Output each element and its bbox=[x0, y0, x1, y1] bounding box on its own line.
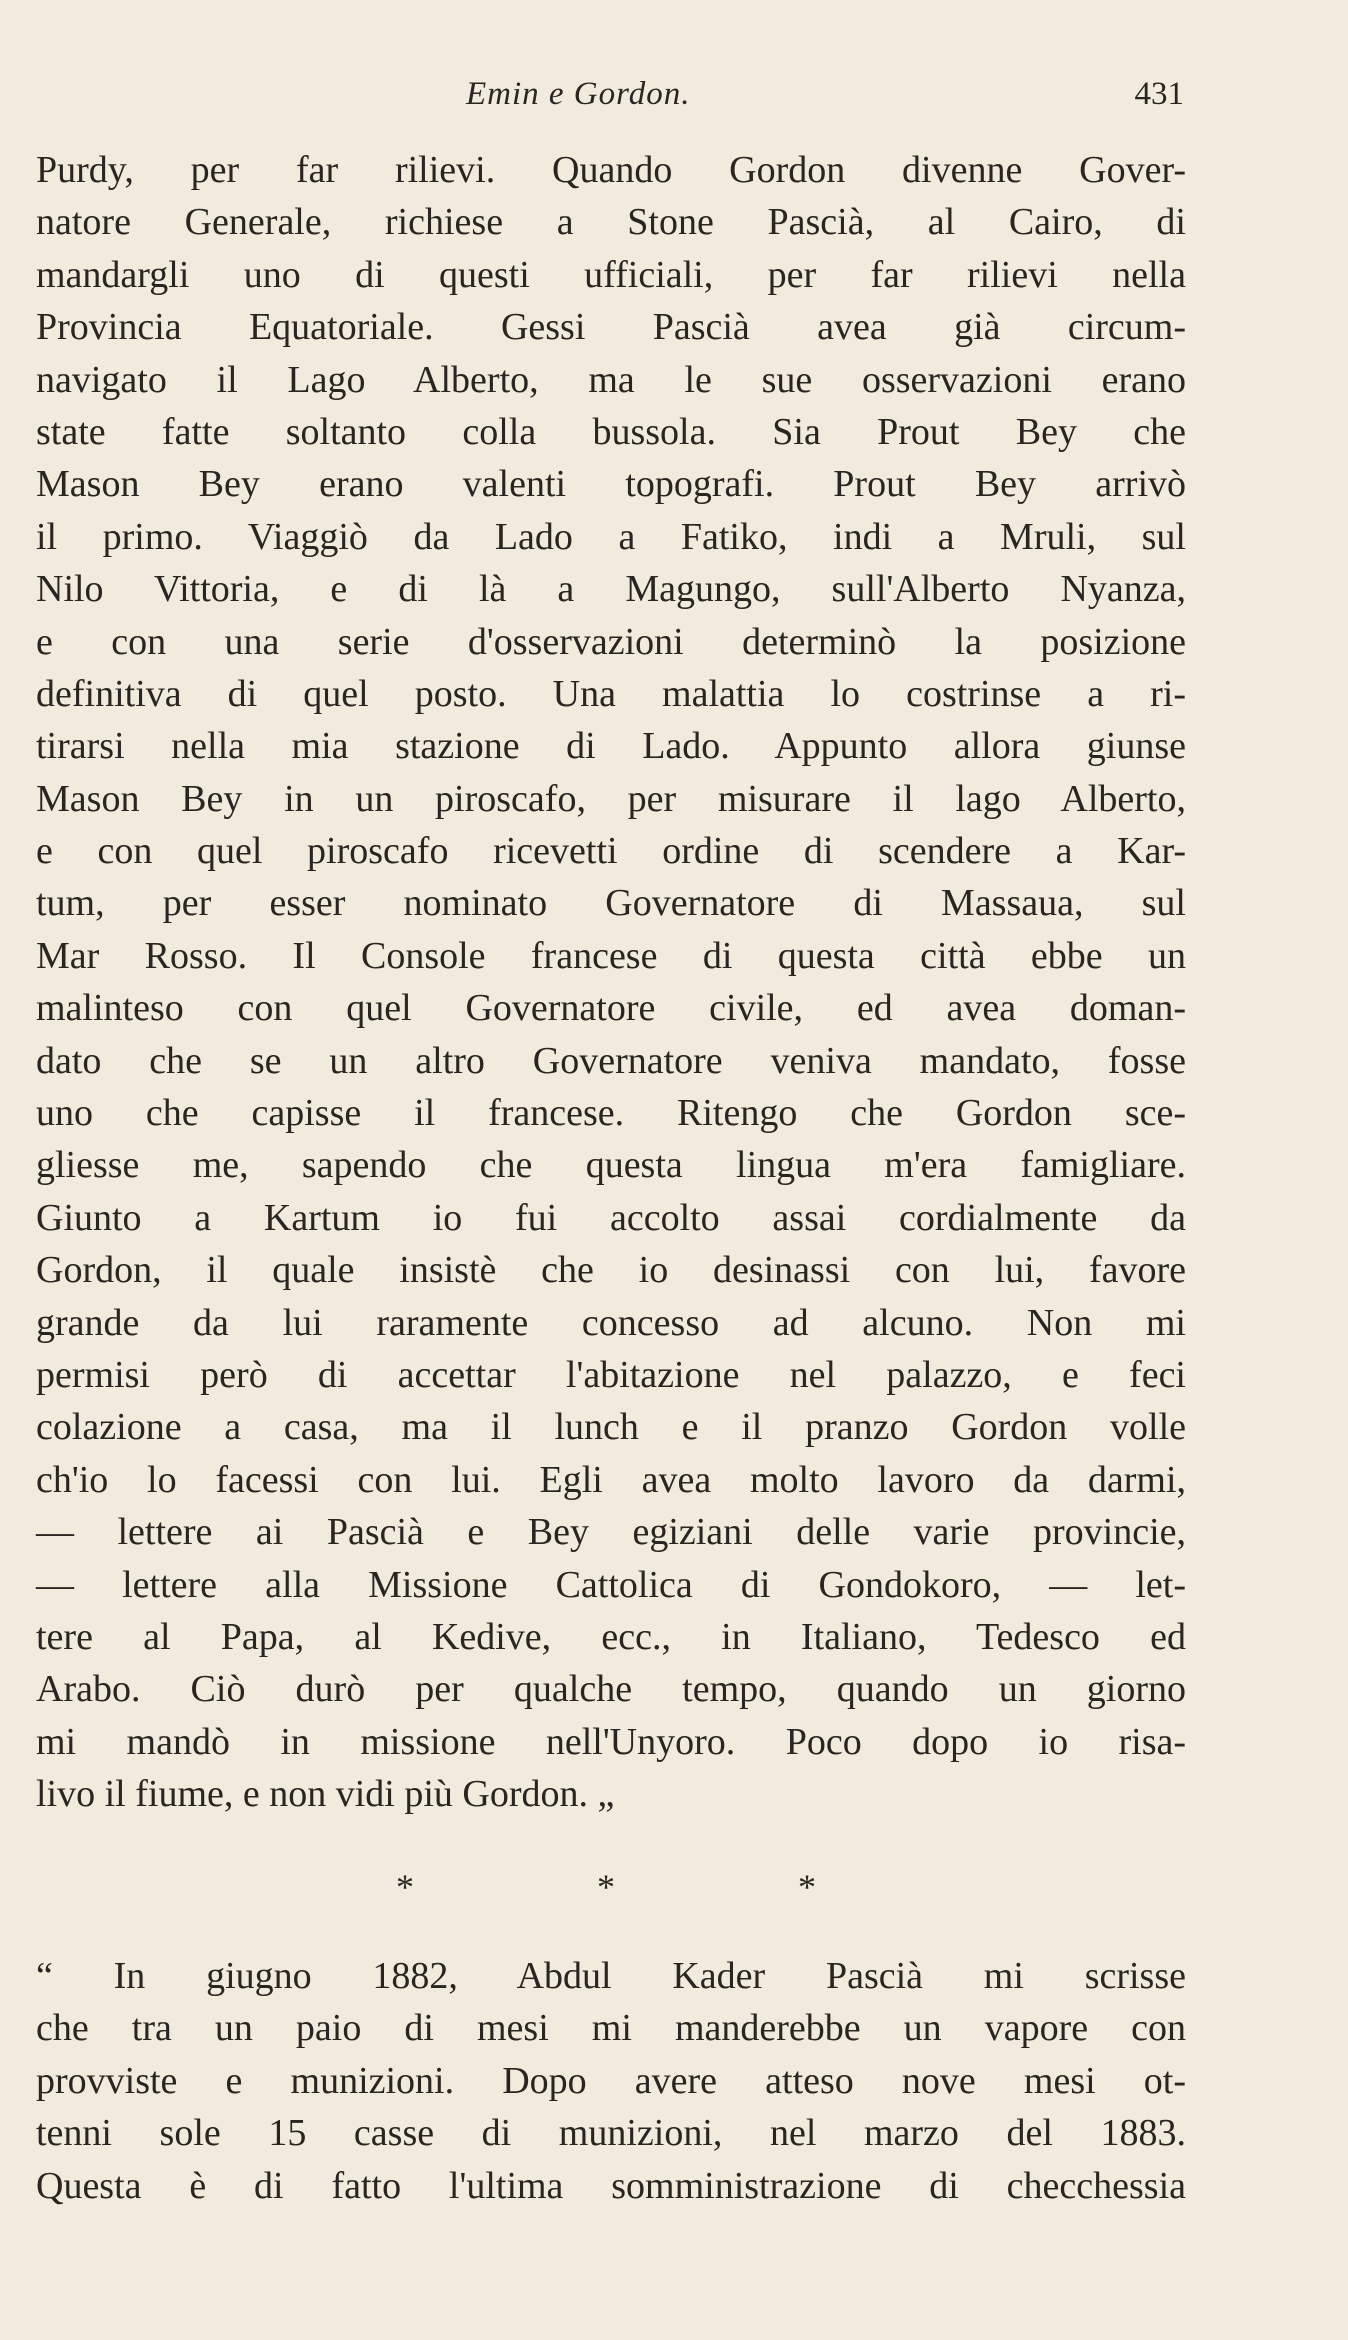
text-line: permisi però di accettar l'abitazione nel palazzo, e feci bbox=[36, 1353, 1186, 1396]
running-title: Emin e Gordon. bbox=[466, 76, 691, 112]
text-line: — lettere alla Missione Cattolica di Gondokoro, — let- bbox=[36, 1563, 1186, 1606]
text-line: tenni sole 15 casse di munizioni, nel marzo del 1883. bbox=[36, 2112, 1186, 2155]
text-line: definitiva di quel posto. Una malattia lo costrinse a ri- bbox=[36, 672, 1186, 715]
text-line: Mason Bey erano valenti topografi. Prout Bey arrivò bbox=[36, 463, 1186, 506]
asterisk: * bbox=[798, 1867, 816, 1907]
text-line: provviste e munizioni. Dopo avere atteso nove mesi ot- bbox=[36, 2059, 1186, 2102]
text-line: mandargli uno di questi ufficiali, per far rilievi nella bbox=[36, 253, 1186, 296]
text-line: Arabo. Ciò durò per qualche tempo, quando un giorno bbox=[36, 1668, 1186, 1711]
section-separator bbox=[396, 1866, 816, 1908]
text-line: e con una serie d'osservazioni determinò la posizione bbox=[36, 620, 1186, 663]
asterisk: * bbox=[396, 1867, 414, 1907]
text-line: Questa è di fatto l'ultima somministrazione di checchessia bbox=[36, 2164, 1186, 2207]
text-line: mi mandò in missione nell'Unyoro. Poco dopo io risa- bbox=[36, 1720, 1186, 1763]
text-line: tere al Papa, al Kedive, ecc., in Italiano, Tedesco ed bbox=[36, 1615, 1186, 1658]
text-line: livo il fiume, e non vidi più Gordon. „ bbox=[36, 1773, 615, 1816]
text-line: che tra un paio di mesi mi manderebbe un vapore con bbox=[36, 2007, 1186, 2050]
text-line: Purdy, per far rilievi. Quando Gordon divenne Gover- bbox=[36, 149, 1186, 191]
page-header bbox=[0, 76, 1348, 126]
paragraph-2 bbox=[36, 1950, 1186, 2212]
text-line: Provincia Equatoriale. Gessi Pascià avea già circum- bbox=[36, 306, 1186, 349]
text-line: — lettere ai Pascià e Bey egiziani delle varie provincie, bbox=[36, 1511, 1186, 1554]
text-line: Nilo Vittoria, e di là a Magungo, sull'Alberto Nyanza, bbox=[36, 568, 1186, 611]
text-line: Giunto a Kartum io fui accolto assai cordialmente da bbox=[36, 1196, 1186, 1239]
text-line: natore Generale, richiese a Stone Pascià, al Cairo, di bbox=[36, 201, 1186, 244]
text-line: Gordon, il quale insistè che io desinassi con lui, favore bbox=[36, 1249, 1186, 1292]
text-line: dato che se un altro Governatore veniva mandato, fosse bbox=[36, 1039, 1186, 1082]
paragraph-1 bbox=[36, 144, 1186, 1821]
text-line: ch'io lo facessi con lui. Egli avea molto lavoro da darmi, bbox=[36, 1458, 1186, 1501]
text-line: state fatte soltanto colla bussola. Sia Prout Bey che bbox=[36, 410, 1186, 453]
text-line: Mason Bey in un piroscafo, per misurare il lago Alberto, bbox=[36, 777, 1186, 820]
text-line: navigato il Lago Alberto, ma le sue osservazioni erano bbox=[36, 358, 1186, 401]
text-line: uno che capisse il francese. Ritengo che Gordon sce- bbox=[36, 1092, 1186, 1135]
page-number: 431 bbox=[1134, 76, 1184, 112]
text-line: colazione a casa, ma il lunch e il pranzo Gordon volle bbox=[36, 1406, 1186, 1449]
text-line: Mar Rosso. Il Console francese di questa città ebbe un bbox=[36, 934, 1186, 977]
text-line: “ In giugno 1882, Abdul Kader Pascià mi scrisse bbox=[36, 1955, 1186, 1997]
asterisk: * bbox=[597, 1867, 615, 1907]
text-line: malinteso con quel Governatore civile, ed avea doman- bbox=[36, 987, 1186, 1030]
text-line: il primo. Viaggiò da Lado a Fatiko, indi a Mruli, sul bbox=[36, 515, 1186, 558]
text-line: grande da lui raramente concesso ad alcuno. Non mi bbox=[36, 1301, 1186, 1344]
text-line: tirarsi nella mia stazione di Lado. Appunto allora giunse bbox=[36, 725, 1186, 768]
text-line: gliesse me, sapendo che questa lingua m'era famigliare. bbox=[36, 1144, 1186, 1187]
text-line: e con quel piroscafo ricevetti ordine di scendere a Kar- bbox=[36, 830, 1186, 873]
text-line: tum, per esser nominato Governatore di Massaua, sul bbox=[36, 882, 1186, 925]
